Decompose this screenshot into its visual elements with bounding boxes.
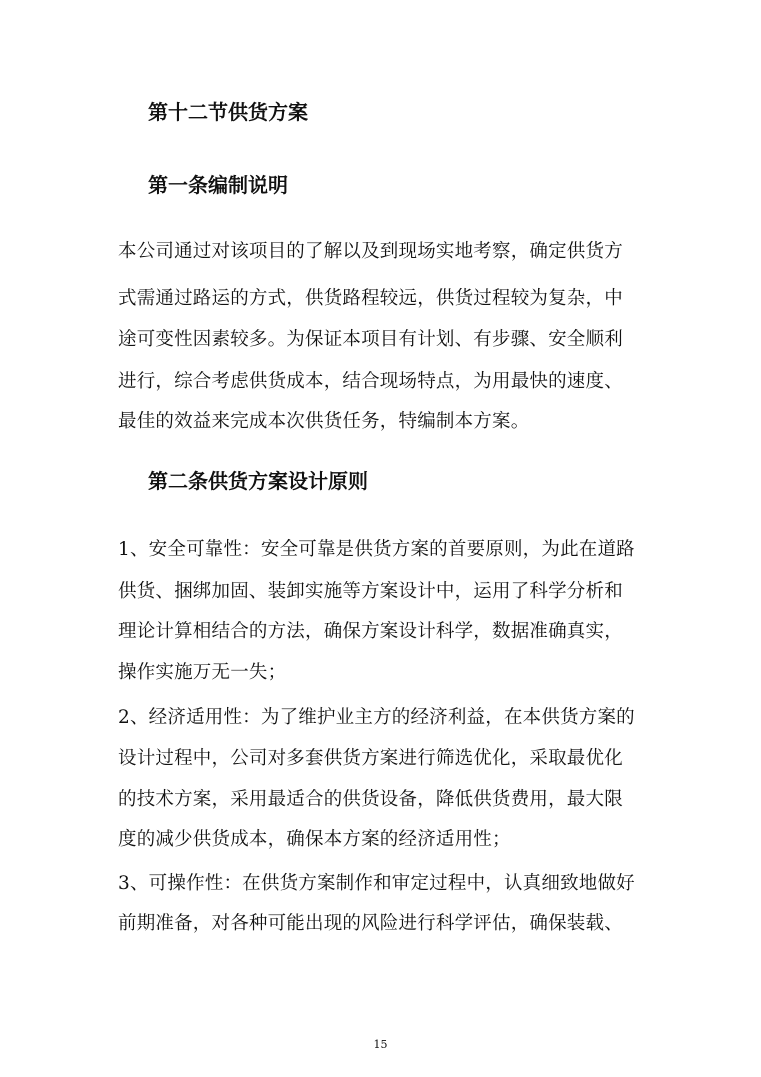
article-1-line-5: 最佳的效益来完成本次供货任务，特编制本方案。	[118, 411, 530, 432]
article-2-line-8: 度的减少供货成本，确保本方案的经济适用性；	[118, 829, 511, 850]
article-2-line-2: 供货、捆绑加固、装卸实施等方案设计中，运用了科学分析和	[118, 581, 623, 602]
section-title: 第十二节供货方案	[148, 100, 308, 124]
article-2-line-3: 理论计算相结合的方法，确保方案设计科学，数据准确真实，	[118, 621, 623, 642]
article-1-line-4: 进行，综合考虑供货成本，结合现场特点，为用最快的速度、	[118, 371, 623, 392]
article-2-line-1: 1、安全可靠性：安全可靠是供货方案的首要原则，为此在道路	[118, 539, 635, 560]
article-2-line-7: 的技术方案，采用最适合的供货设备，降低供货费用，最大限	[118, 789, 623, 810]
article-2-line-5: 2、经济适用性：为了维护业主方的经济利益，在本供货方案的	[118, 707, 635, 728]
article-2-line-10: 前期准备，对各种可能出现的风险进行科学评估，确保装载、	[118, 913, 623, 934]
article-1-line-3: 途可变性因素较多。为保证本项目有计划、有步骤、安全顺利	[118, 329, 623, 350]
article-1-line-2: 式需通过路运的方式，供货路程较远，供货过程较为复杂，中	[118, 288, 623, 309]
article-1-line-1: 本公司通过对该项目的了解以及到现场实地考察，确定供货方	[118, 241, 623, 262]
article-2-line-4: 操作实施万无一失；	[118, 662, 287, 683]
article-2-title: 第二条供货方案设计原则	[148, 469, 368, 493]
article-2-line-6: 设计过程中，公司对多套供货方案进行筛选优化，采取最优化	[118, 748, 623, 769]
page-number: 15	[373, 1038, 388, 1051]
article-2-line-9: 3、可操作性：在供货方案制作和审定过程中，认真细致地做好	[118, 873, 635, 894]
article-1-title: 第一条编制说明	[148, 173, 288, 197]
